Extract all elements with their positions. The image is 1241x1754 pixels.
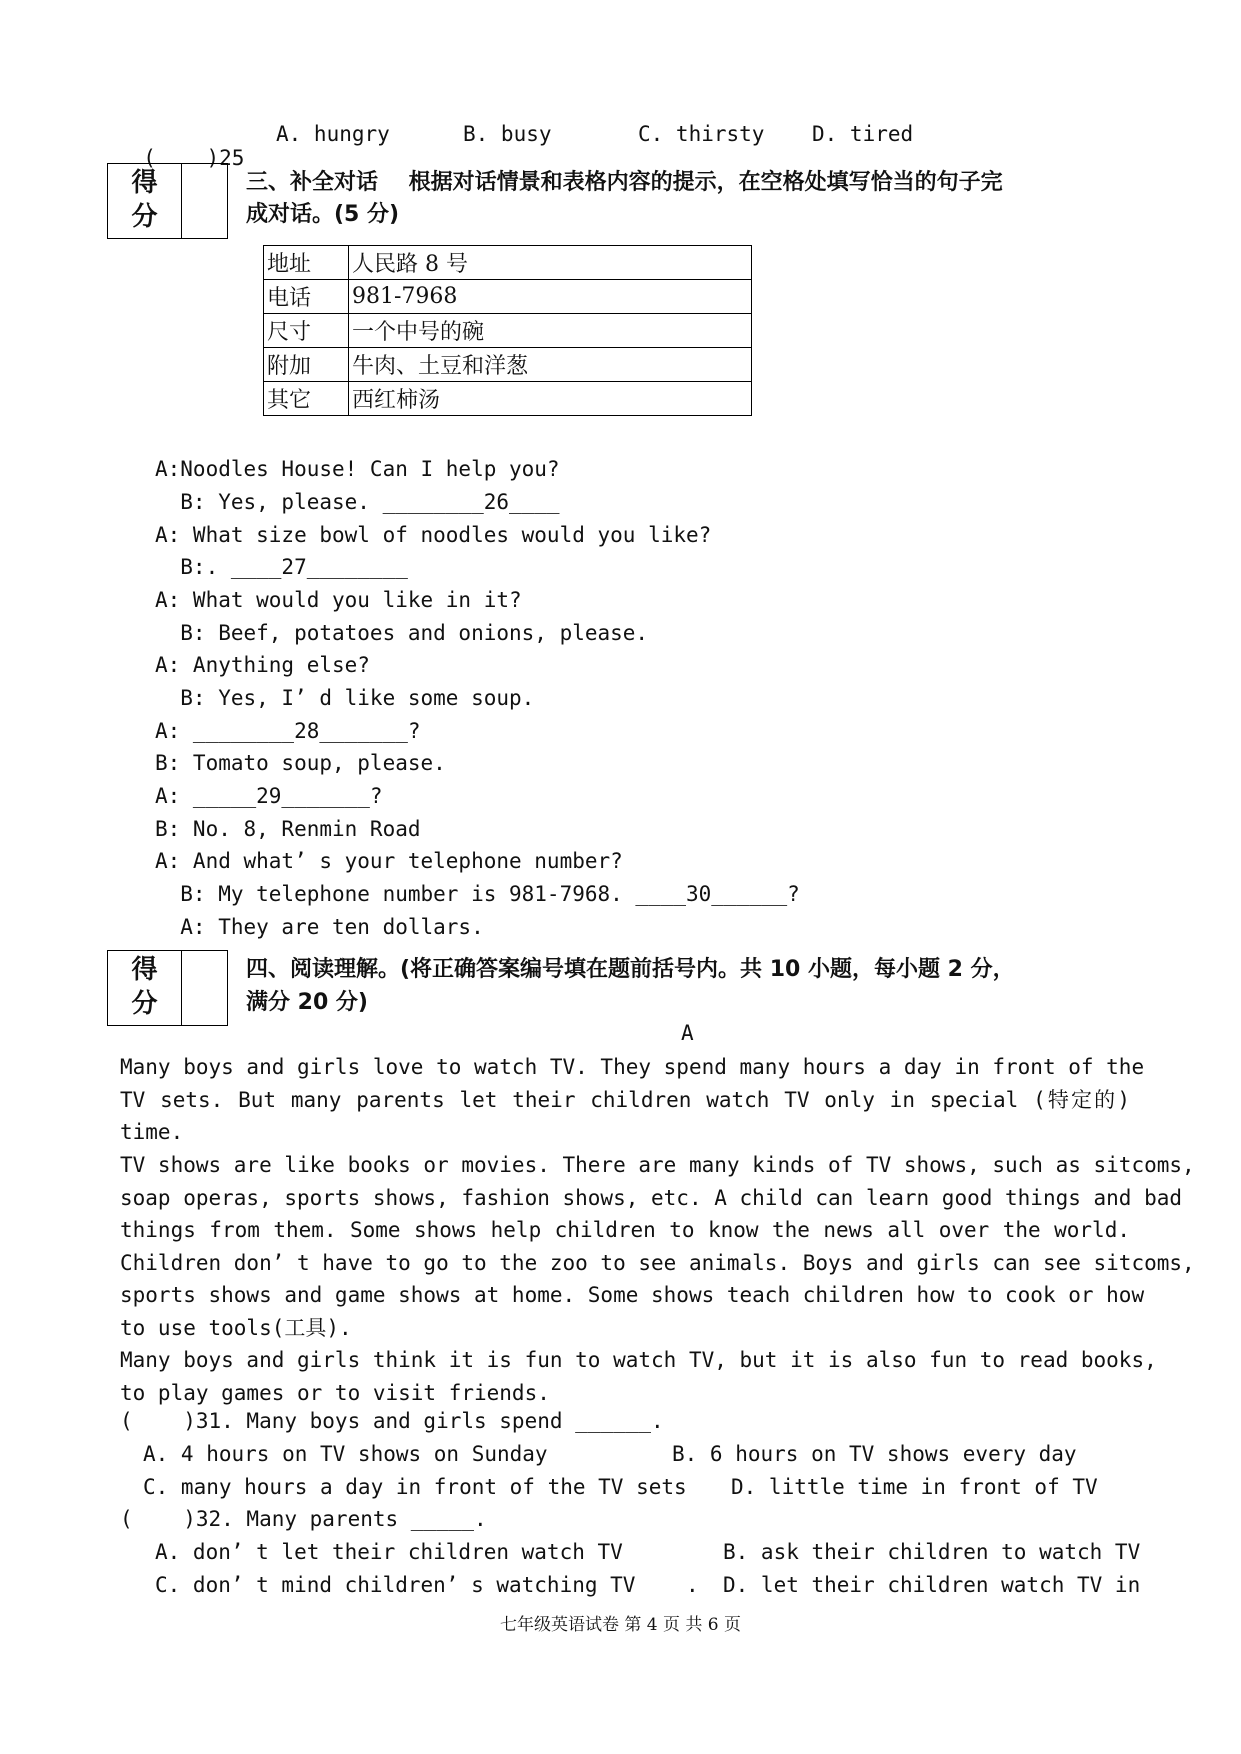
dialog-line: A: _____29_______? <box>155 784 383 808</box>
dialog-line: A: And what’ s your telephone number? <box>155 849 623 873</box>
q31-option-d: D. little time in front of TV <box>731 1475 1098 1499</box>
score-label: 得 分 <box>108 951 182 1025</box>
dialog-line: A: ________28_______? <box>155 719 421 743</box>
q32-option-a: A. don’ t let their children watch TV <box>155 1540 623 1564</box>
q31-option-a: A. 4 hours on TV shows on Sunday <box>143 1442 548 1466</box>
dialog-line: B: Yes, please. ________26____ <box>155 490 560 514</box>
section4-heading-line2: 满分 20 分) <box>246 990 368 1015</box>
dialog-line: B:. ____27________ <box>155 555 408 579</box>
q25-option-d: D. tired <box>812 122 914 146</box>
score-box-section3 <box>107 163 228 239</box>
section3-heading-line2: 成对话。(5 分) <box>246 202 400 227</box>
q32-option-b: B. ask their children to watch TV <box>723 1540 1141 1564</box>
dialog-line: A:Noodles House! Can I help you? <box>155 457 560 481</box>
score-box-section4 <box>107 950 228 1026</box>
q25-option-c: C. thirsty <box>638 122 765 146</box>
order-info-table <box>263 245 752 416</box>
dialog-line: B: Yes, I’ d like some soup. <box>155 686 535 710</box>
dialog-line: B: My telephone number is 981-7968. ____30______? <box>155 882 800 906</box>
page-footer: 七年级英语试卷 第 4 页 共 6 页 <box>499 1615 742 1635</box>
q31-stem: ( )31. Many boys and girls spend ______. <box>120 1409 664 1433</box>
q31-option-b: B. 6 hours on TV shows every day <box>672 1442 1077 1466</box>
q25-option-a: A. hungry <box>276 122 390 146</box>
score-label: 得 分 <box>108 164 182 238</box>
score-cell <box>182 164 227 238</box>
passage-letter: A <box>681 1021 694 1045</box>
dialog-line: A: What size bowl of noodles would you like? <box>155 523 712 547</box>
q32-stem: ( )32. Many parents _____. <box>120 1507 487 1531</box>
q32-option-c: C. don’ t mind children’ s watching TV . <box>155 1573 699 1597</box>
q25-number: 25 <box>219 146 245 170</box>
passage-paragraph-3: Many boys and girls think it is fun to watch TV, but it is also fun to read books, to play games or to visit friends. <box>120 1348 1157 1405</box>
section3-heading-line1: 三、补全对话 根据对话情景和表格内容的提示，在空格处填写恰当的句子完 <box>246 170 1003 195</box>
q25-bracket: ( ) <box>143 146 220 170</box>
dialog-line: A: Anything else? <box>155 653 370 677</box>
table-row: 地址 人民路 8 号 <box>264 246 752 280</box>
table-row: 尺寸 一个中号的碗 <box>264 314 752 348</box>
table-row: 其它 西红柿汤 <box>264 382 752 416</box>
section4-heading-line1: 四、阅读理解。(将正确答案编号填在题前括号内。共 10 小题，每小题 2 分， <box>246 957 1015 982</box>
dialog-line: A: What would you like in it? <box>155 588 522 612</box>
score-cell <box>182 951 227 1025</box>
dialog-line: B: No. 8, Renmin Road <box>155 817 421 841</box>
table-row: 电话 981-7968 <box>264 280 752 314</box>
dialog-line: B: Tomato soup, please. <box>155 751 446 775</box>
q32-option-d: D. let their children watch TV in <box>723 1573 1141 1597</box>
dialog-line: A: They are ten dollars. <box>155 915 484 939</box>
passage-paragraph-2: TV shows are like books or movies. There are many kinds of TV shows, such as sitcoms, soap operas, sports shows, fashion shows, etc. A child can learn good things and bad things from them. Some shows help children to know the news all over the world. Children don’ t have to go to the zoo to see animals. Boys and girls can see sitcoms, sports shows and game shows at home. Some shows teach children how to cook or how to use tools(工具). <box>120 1153 1195 1340</box>
table-row: 附加 牛肉、土豆和洋葱 <box>264 348 752 382</box>
dialog-line: B: Beef, potatoes and onions, please. <box>155 621 649 645</box>
q31-option-c: C. many hours a day in front of the TV sets <box>143 1475 687 1499</box>
q25-option-b: B. busy <box>463 122 552 146</box>
passage-paragraph-1: Many boys and girls love to watch TV. They spend many hours a day in front of the TV sets. But many parents let their children watch TV only in special (特定的) time. <box>120 1055 1145 1145</box>
